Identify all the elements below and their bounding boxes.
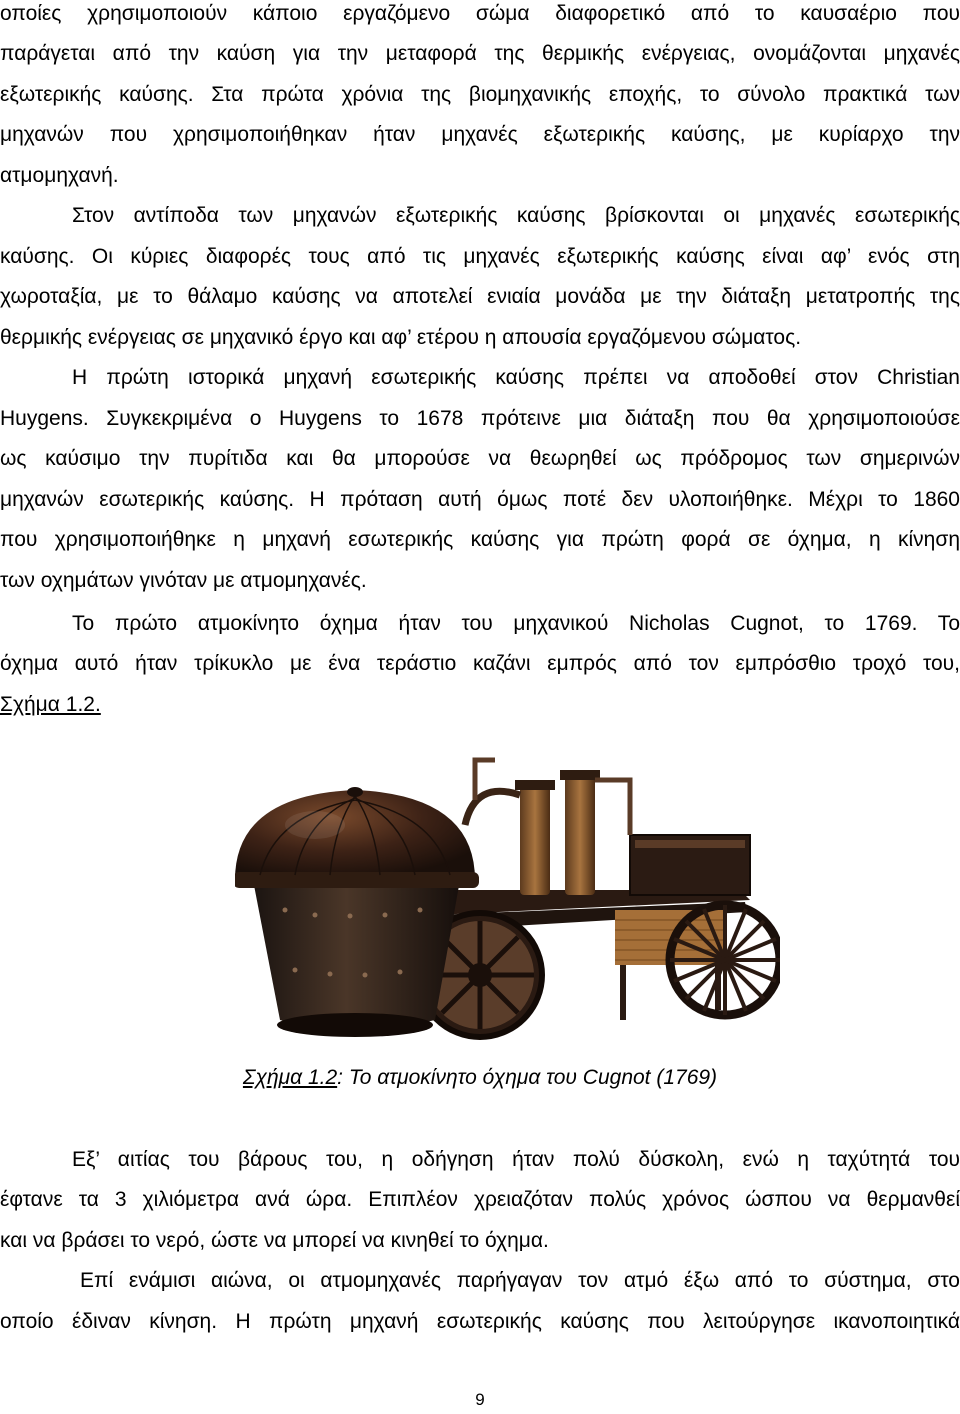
text-line: οποίο έδιναν κίνηση. Η πρώτη μηχανή εσωτερικής καύσης που λειτούργησε ικανοποιητικά — [0, 1310, 960, 1333]
text-line: παράγεται από την καύση για την μεταφορά της θερμικής ενέργειας, ονομάζονται μηχανές — [0, 42, 960, 65]
text-line: των οχημάτων γινόταν με ατμομηχανές. — [0, 569, 367, 592]
text-line: και να βράσει το νερό, ώστε να μπορεί να κινηθεί το όχημα. — [0, 1229, 549, 1252]
text-line: Η πρώτη ιστορικά μηχανή εσωτερικής καύσης πρέπει να αποδοθεί στον Christian — [72, 366, 960, 389]
text-line: θερμικής ενέργειας σε μηχανικό έργο και αφ’ ετέρου η απουσία εργαζόμενου σώματος. — [0, 326, 802, 349]
figure-reference-link[interactable]: Σχήμα 1.2. — [0, 693, 101, 716]
text-line: που χρησιμοποιήθηκε η μηχανή εσωτερικής καύσης για πρώτη φορά σε όχημα, η κίνηση — [0, 528, 960, 551]
text-line: εξωτερικής καύσης. Στα πρώτα χρόνια της βιομηχανικής εποχής, το σύνολο πρακτικά των — [0, 83, 960, 106]
text-line: Εξ’ αιτίας του βάρους του, η οδήγηση ήταν πολύ δύσκολη, ενώ η ταχύτητά του — [72, 1148, 960, 1171]
rear-wheel — [670, 905, 780, 1015]
text-line: ως καύσιμο την πυρίτιδα και θα μπορούσε να θεωρηθεί ως πρόδρομος των σημερινών — [0, 447, 960, 470]
text-line: Στον αντίποδα των μηχανών εξωτερικής καύσης βρίσκονται οι μηχανές εσωτερικής — [72, 204, 960, 227]
text-line: έφτανε τα 3 χιλιόμετρα ανά ώρα. Επιπλέον χρειαζόταν πολύς χρόνος ώσπου να θερμανθεί — [0, 1188, 960, 1211]
text-line: Huygens. Συγκεκριμένα ο Huygens το 1678 πρότεινε μια διάταξη που θα χρησιμοποιούσε — [0, 407, 960, 430]
text-line: οποίες χρησιμοποιούν κάποιο εργαζόμενο σώμα διαφορετικό από το καυσαέριο που — [0, 2, 960, 25]
figure-caption-label: Σχήμα 1.2 — [242, 1066, 338, 1089]
text-line: όχημα αυτό ήταν τρίκυκλο με ένα τεράστιο καζάνι εμπρός από τον εμπρόσθιο τροχό του, — [0, 652, 960, 675]
page-number: 9 — [475, 1390, 485, 1409]
figure-caption — [0, 1058, 960, 1098]
figure-caption-text: : Το ατμοκίνητο όχημα του Cugnot (1769) — [337, 1066, 718, 1089]
text-line: μηχανών που χρησιμοποιήθηκαν ήταν μηχανές εξωτερικής καύσης, με κυρίαρχο την — [0, 123, 960, 146]
text-line: ατμομηχανή. — [0, 164, 119, 187]
text-line: μηχανών εσωτερικής καύσης. Η πρόταση αυτή όμως ποτέ δεν υλοποιήθηκε. Μέχρι το 1860 — [0, 488, 960, 511]
text-line: Το πρώτο ατμοκίνητο όχημα ήταν του μηχανικού Nicholas Cugnot, το 1769. Το — [72, 612, 960, 635]
text-line: Επί ενάμισι αιώνα, οι ατμομηχανές παρήγαγαν τον ατμό έξω από το σύστημα, στο — [80, 1269, 960, 1292]
text-line: χωροταξία, με το θάλαμο καύσης να αποτελεί ενιαία μονάδα με την διάταξη μετατροπής της — [0, 285, 960, 308]
cugnot-vehicle-image — [235, 740, 780, 1065]
text-line: καύσης. Οι κύριες διαφορές τους από τις μηχανές εξωτερικής καύσης είναι αφ’ ενός στη — [0, 245, 960, 268]
